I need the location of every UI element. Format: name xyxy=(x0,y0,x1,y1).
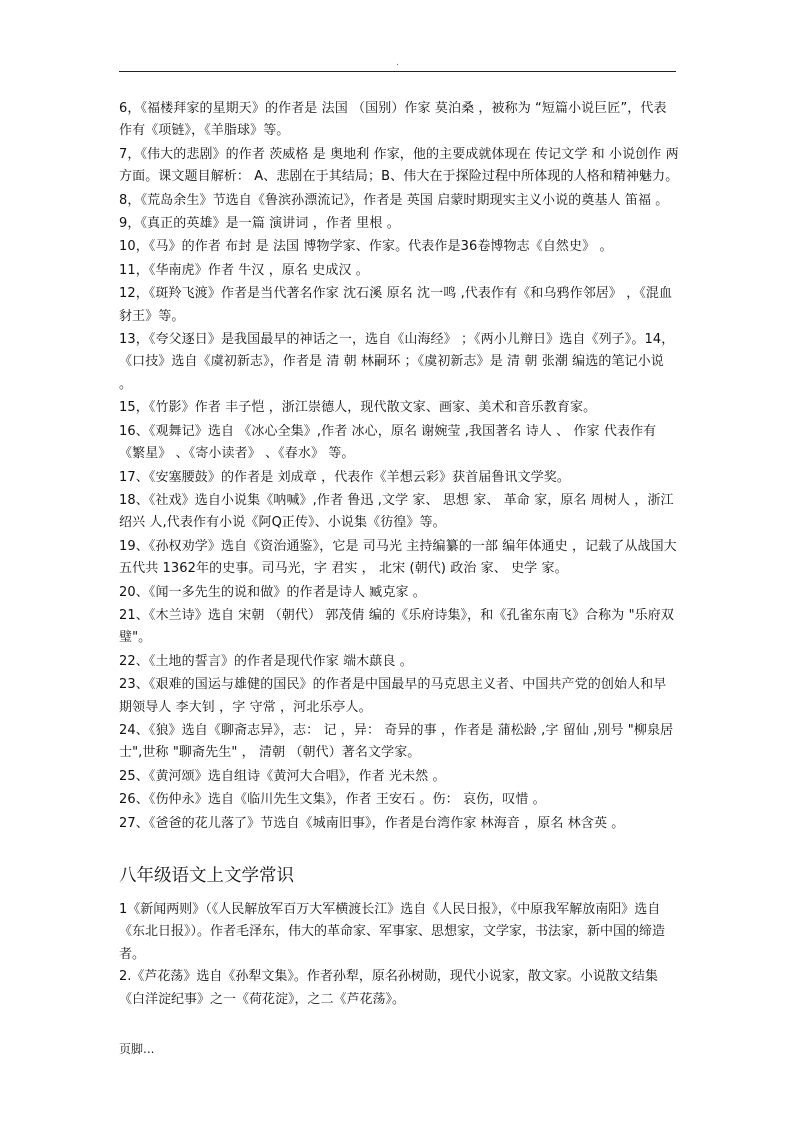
entry-26: 26、《伤仲永》选自《临川先生文集》，作者 王安石 。伤： 哀伤，叹惜 。 xyxy=(119,792,546,808)
entry-20: 20、《闻一多先生的说和做》的作者是诗人 臧克家 。 xyxy=(119,584,426,600)
page-footer: 页脚... xyxy=(119,1042,155,1056)
entry-10: 10，《马》的作者 布封 是 法国 博物学家、作家。代表作是36卷博物志《自然史》 。 xyxy=(119,239,613,255)
entry-6: 6，《福楼拜家的星期天》的作者是 法国 （国别）作家 莫泊桑 ，被称为 “短篇小说巨匠”，代表作有《项链》，《羊脂球》等。 xyxy=(119,101,667,139)
entry-8: 8，《荒岛余生》节选自《鲁滨孙漂流记》，作者是 英国 启蒙时期现实主义小说的奠基人 笛福 。 xyxy=(119,192,669,208)
section-entries-list xyxy=(119,899,679,1011)
header-rule xyxy=(119,71,676,72)
entry-17: 17、《安塞腰鼓》的作者是 刘成章 ，代表作《羊想云彩》获首届鲁讯文学奖。 xyxy=(119,469,571,485)
section-entry-1: 1《新闻两则》（《人民解放军百万大军横渡长江》选自《人民日报》，《中原我军解放南阳》选自《东北日报》）。作者毛泽东，伟大的革命家、军事家、思想家，文学家，书法家，新中国的缔造者。 xyxy=(119,902,666,962)
section-entry-2: 2.《芦花荡》选自《孙犁文集》。作者孙犁，原名孙树勋，现代小说家，散文家。小说散文结集《白洋淀纪事》之一《荷花淀》，之二《芦花荡》。 xyxy=(119,969,658,1007)
section-title: 八年级语文上文学常识 xyxy=(119,866,294,886)
entry-19: 19、《孙权劝学》选自《资治通鉴》，它是 司马光 主持编纂的一部 编年体通史 ，记载了从战国大五代共 1362年的史事。司马光，字 君实 ， 北宋 (朝代) 政治 家、 史学 家。 xyxy=(119,538,677,577)
entry-18: 18、《社戏》选自小说集《呐喊》,作者 鲁迅 ,文学 家、 思想 家、 革命 家，原名 周树人 ，浙江绍兴 人,代表作有小说《阿Q正传》、小说集《彷徨》等。 xyxy=(119,492,674,531)
entry-7: 7，《伟大的悲剧》的作者 茨威格 是 奥地利 作家，他的主要成就体现在 传记文学 和 小说创作 两方面。课文题目解析： A、悲剧在于其结局；B、伟大在于探险过程中所体现的人格和精神魅力。 xyxy=(119,146,679,185)
entry-24: 24、《狼》选自《聊斋志异》，志： 记 ，异： 奇异的事 ，作者是 蒲松龄 ,字 留仙 ,别号 "柳泉居士",世称 "聊斋先生" ， 清朝 （朝代）著名文学家。 xyxy=(119,722,674,761)
entry-13-14: 13，《夸父逐日》是我国最早的神话之一，选自《山海经》 ；《两小儿辩日》选自《列子》。14，《口技》选自《虞初新志》，作者是 清 朝 林嗣环 ；《虞初新志》是 清 朝 张潮 编选的笔记小说 。 xyxy=(119,332,675,392)
literature-entries-list xyxy=(119,98,679,835)
entry-27: 27、《爸爸的花儿落了》节选自《城南旧事》，作者是台湾作家 林海音 ，原名 林含英 。 xyxy=(119,815,625,831)
entry-23: 23、《艰难的国运与雄健的国民》的作者是中国最早的马克思主义者、中国共产党的创始人和早期领导人 李大钊 ，字 守常 ，河北乐亭人。 xyxy=(119,677,667,715)
entry-9: 9，《真正的英雄》是一篇 演讲词 ，作者 里根 。 xyxy=(119,216,400,232)
document-body xyxy=(119,98,679,1011)
entry-22: 22、《土地的誓言》的作者是现代作家 端木蕻良 。 xyxy=(119,653,413,669)
entry-25: 25、《黄河颂》选自组诗《黄河大合唱》，作者 光未然 。 xyxy=(119,768,446,784)
entry-21: 21、《木兰诗》选自 宋朝 （朝代） 郭茂倩 编的《乐府诗集》，和《孔雀东南飞》合称为 "乐府双璧"。 xyxy=(119,607,674,646)
header-mark: . xyxy=(396,58,399,68)
entry-16: 16、《观舞记》选自 《冰心全集》,作者 冰心，原名 谢婉莹 ,我国著名 诗人 、 作家 代表作有《繁星》 、《寄小读者》 、《春水》 等。 xyxy=(119,423,657,462)
entry-11: 11，《华南虎》作者 牛汉 ，原名 史成汉 。 xyxy=(119,262,369,278)
entry-12: 12，《斑羚飞渡》作者是当代著名作家 沈石溪 原名 沈一鸣 ,代表作有《和乌鸦作邻居》 ，《混血豺王》等。 xyxy=(119,286,673,324)
entry-15: 15，《竹影》作者 丰子恺 ，浙江崇德人，现代散文家、画家、美术和音乐教育家。 xyxy=(119,400,597,416)
